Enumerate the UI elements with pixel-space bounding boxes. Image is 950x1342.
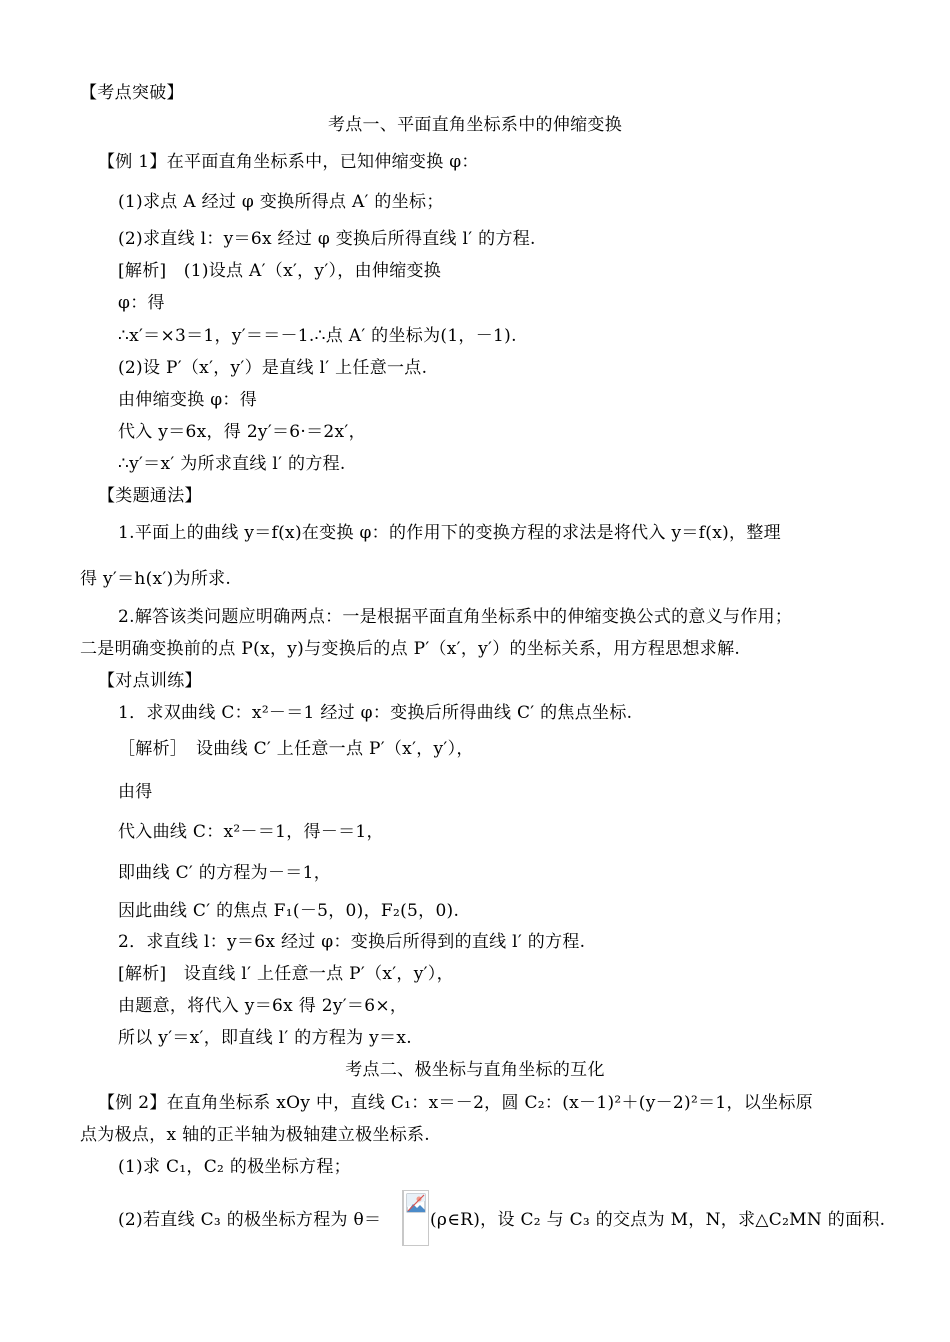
example-2-statement-line-1: 【例 2】在直角坐标系 xOy 中，直线 C₁：x＝－2，圆 C₂：(x－1)²＋(y－2)²＝1，以坐标原 <box>98 1093 814 1113</box>
solution-1-line-3: ∴x′＝×3＝1，y′＝＝－1.∴点 A′ 的坐标为(1，－1). <box>118 326 517 346</box>
method-1-line-2: 得 y′＝h(x′)为所求. <box>80 569 232 589</box>
example-2-statement-line-2: 点为极点，x 轴的正半轴为极轴建立极坐标系. <box>80 1125 430 1145</box>
exercise-2-statement: 2．求直线 l：y＝6x 经过 φ：变换后所得到的直线 l′ 的方程. <box>118 932 586 952</box>
example-1-part-1: (1)求点 A 经过 φ 变换所得点 A′ 的坐标； <box>118 192 444 212</box>
solution-1-line-5: 由伸缩变换 φ：得 <box>118 390 258 410</box>
example-1-statement: 【例 1】在平面直角坐标系中，已知伸缩变换 φ： <box>98 152 479 172</box>
solution-1-line-2: φ：得 <box>118 293 165 313</box>
exercise-1-solution-line-5: 因此曲线 C′ 的焦点 F₁(－5，0)，F₂(5，0). <box>118 901 460 921</box>
example-1-part-2: (2)求直线 l：y＝6x 经过 φ 变换后所得直线 l′ 的方程. <box>118 229 536 249</box>
exercise-2-solution-line-3: 所以 y′＝x′，即直线 l′ 的方程为 y＝x. <box>118 1028 412 1048</box>
method-1-line-1: 1.平面上的曲线 y＝f(x)在变换 φ：的作用下的变换方程的求法是将代入 y＝f(x)，整理 <box>118 523 781 543</box>
exercise-1-solution-line-3: 代入曲线 C：x²－＝1，得－＝1， <box>118 822 384 842</box>
method-2-line-1: 2.解答该类问题应明确两点：一是根据平面直角坐标系中的伸缩变换公式的意义与作用； <box>118 607 793 627</box>
example-2-part-1: (1)求 C₁，C₂ 的极坐标方程； <box>118 1157 351 1177</box>
solution-1-line-1: [解析] (1)设点 A′（x′，y′），由伸缩变换 <box>118 261 442 281</box>
section-heading-duidian: 【对点训练】 <box>98 671 202 691</box>
topic-two-title: 考点二、极坐标与直角坐标的互化 <box>345 1060 605 1080</box>
solution-1-line-6: 代入 y＝6x，得 2y′＝6·＝2x′， <box>118 422 366 442</box>
broken-image-placeholder <box>402 1190 429 1246</box>
exercise-2-solution-line-1: [解析] 设直线 l′ 上任意一点 P′（x′，y′）， <box>118 964 454 984</box>
topic-one-title: 考点一、平面直角坐标系中的伸缩变换 <box>327 115 623 135</box>
exercise-1-solution-line-4: 即曲线 C′ 的方程为－＝1， <box>118 863 331 883</box>
example-2-part-2-start: (2)若直线 C₃ 的极坐标方程为 θ＝ <box>118 1210 382 1230</box>
exercise-1-statement: 1．求双曲线 C：x²－＝1 经过 φ：变换后所得曲线 C′ 的焦点坐标. <box>118 703 633 723</box>
solution-1-line-4: (2)设 P′（x′，y′）是直线 l′ 上任意一点. <box>118 358 428 378</box>
example-2-part-2-end: (ρ∈R)，设 C₂ 与 C₃ 的交点为 M，N，求△C₂MN 的面积. <box>430 1210 886 1230</box>
exercise-2-solution-line-2: 由题意，将代入 y＝6x 得 2y′＝6×， <box>118 996 408 1016</box>
exercise-1-solution-line-1: ［解析］ 设曲线 C′ 上任意一点 P′（x′，y′）， <box>118 739 474 759</box>
section-heading-kaodian: 【考点突破】 <box>80 83 184 103</box>
exercise-1-solution-line-2: 由得 <box>118 782 153 802</box>
section-heading-leiti: 【类题通法】 <box>98 486 202 506</box>
broken-image-icon <box>406 1193 426 1213</box>
solution-1-line-7: ∴y′＝x′ 为所求直线 l′ 的方程. <box>118 454 346 474</box>
method-2-line-2: 二是明确变换前的点 P(x，y)与变换后的点 P′（x′，y′）的坐标关系，用方程思想求解. <box>80 639 741 659</box>
